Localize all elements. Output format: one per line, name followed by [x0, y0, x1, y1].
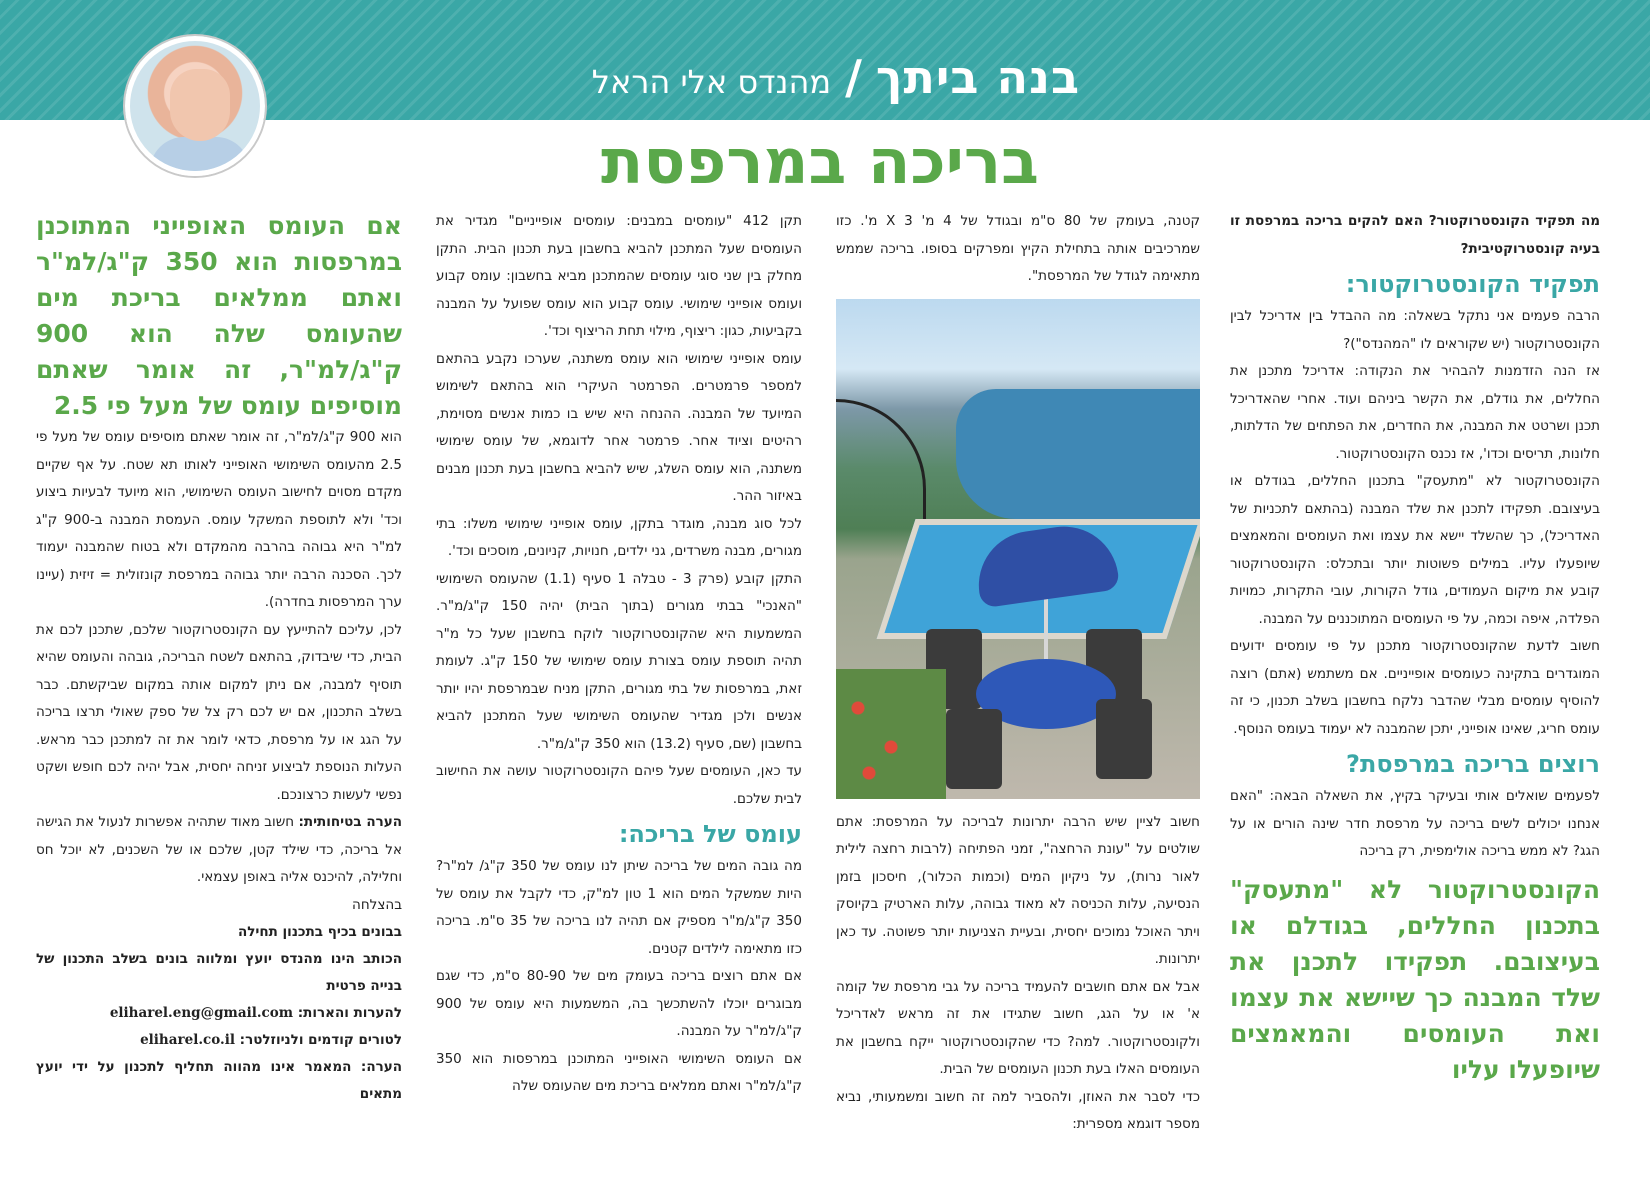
- footer-author-bio: הכותב הינו מהנדס יועץ ומלווה בונים בשלב התכנון של בנייה פרטית: [36, 951, 402, 994]
- column-4: [36, 208, 402, 1108]
- author-shirt: [150, 137, 250, 171]
- article-headline: בריכה במרפסת: [601, 125, 1039, 198]
- title-separator: /: [845, 50, 862, 104]
- safety-note-label: הערה בטיחותית:: [298, 814, 402, 830]
- series-name: בנה ביתך: [875, 50, 1080, 104]
- paragraph: התקן קובע (פרק 3 - טבלה 1 סעיף (1.1) שהעומס השימושי "האנכי" בבתי מגורים (בתוך הבית) יהיה 150 ק"ג/מ"ר. המשמעות היא שהקונסטרוקטור לוקח בחשבון שעל כל מ"ר תהיה תוספת עומס בצורת עומס שימושי של 150 ק"ג. לעומת זאת, במרפסות של בתי מגורים, התקן מניח שבמרפסת יהיו יותר אנשים ולכן מגדיר שהעומס השימושי שעל המתכנן להביא בחשבון (שם, סעיף (13.2) הוא 350 ק"ג/מ"ר.: [436, 570, 803, 752]
- column-2: [836, 208, 1200, 1139]
- photo-lake: [956, 389, 1200, 519]
- paragraph: הוא 900 ק"ג/למ"ר, זה אומר שאתם מוסיפים עומס של מעל פי 2.5 מהעומס השימושי האופייני לאותו תא שטח. על אף שקיים מקדם מסוים לחישוב העומס השימושי, הוא מיועד לבעיות ביצוע וכד' ולא לתוספת המשקל עומס. העמסת המבנה ב-900 ק"ג למ"ר היא גבוהה בהרבה מהמקדם ולא בטוח שהמבנה יעמוד לכך. הסכנה הרבה יותר גבוהה במרפסת קונזולית = זיזית (עיינו ערך המרפסות בחדרה).: [36, 429, 402, 610]
- photo-chair: [1096, 699, 1152, 779]
- pull-quote: הקונסטרוקטור לא "מתעסק" בתכנון החללים, בגודלם או בעיצובם. תפקידו לתכנן את שלד המבנה כך שיישא את עצמו ואת העומסים והמאמצים שיופעלו עליו: [1230, 874, 1600, 1084]
- intro-question: מה תפקיד הקונסטרוקטור? האם להקים בריכה במרפסת זו בעיה קונסטרוקטיבית?: [1230, 213, 1600, 257]
- author-byline: מהנדס אלי הראל: [591, 63, 832, 101]
- website-link[interactable]: eliharel.co.il: [140, 1032, 235, 1048]
- footer-slogan: בבונים בכיף בתכנון תחילה: [237, 924, 402, 940]
- paragraph: מה גובה המים של בריכה שיתן לנו עומס של 350 ק"ג/ למ"ר? היות שמשקל המים הוא 1 טון למ"ק, כדי לקבל את עומס של 350 ק"ג/מ"ר מספיק אם תהיה לנו בריכה של 35 ס"מ. בריכה כזו מתאימה לילדים קטנים.: [436, 858, 802, 957]
- paragraph: אם אתם רוצים בריכה בעומק מים של 80-90 ס"מ, כדי שגם מבוגרים יוכלו להשתכשך בה, המשמעות היא עומס של 900 ק"ג/למ"ר על המבנה.: [436, 968, 802, 1039]
- paragraph: לכן, עליכם להתייעץ עם הקונסטרוקטור שלכם, שתכנן לכם את הבית, כדי שיבדוק, בהתאם לשטח הבריכה, גובהה והעומס שהיא תוסיף למבנה, אם ניתן למקום אותה במקום שביקשתם. כבר בשלב התכנון, אם יש לכם רק צל של ספק שאולי תרצו בריכה על הגג או על מרפסת, כדאי לומר את זה למתכנן כבר מראש. העלות הנוספת לביצוע זניחה יחסית, אבל יהיה לכם חופש ושקט נפשי לעשות כרצונכם.: [36, 621, 402, 803]
- subhead-pool-load: עומס של בריכה:: [618, 820, 802, 848]
- paragraph: חשוב לדעת שהקונסטרוקטור מתכנן על פי עומסים ידועים המוגדרים בתקינה כעומסים אופייניים. אם משתמש (אתם) רוצה להוסיף עומסים מבלי שהדבר נלקח בחשבון בשלב תכנון, כי זה עומס חריג, שאינו אופייני, יתכן שהמבנה לא יעמוד בעומס הנוסף.: [1230, 638, 1600, 737]
- sign-off: בהצלחה: [352, 896, 402, 913]
- contact-label: להערות והארות:: [297, 1005, 402, 1021]
- paragraph: אם העומס השימושי האופייני המתוכנן במרפסות הוא 350 ק"ג/למ"ר ואתם ממלאים בריכת מים שהעומס שלה: [436, 1050, 802, 1094]
- footer-disclaimer: הערה: המאמר אינו מהווה תחליף לתכנון על ידי יועץ מתאים: [36, 1059, 402, 1102]
- safety-note: [36, 809, 402, 892]
- paragraph: תקן 412 "עומסים במבנים: עומסים אופייניים" מגדיר את העומסים שעל המתכנן להביא בחשבון בעת תכנון הבית. התקן מחלק בין שני סוגי עומסים שהמתכנן מביא בחשבון: עומס קבוע ועומס אופייני שימושי. עומס קבוע הוא עומס שפועל על המבנה בקביעות, כגון: ריצוף, מילוי תחת הריצוף וכד'.: [436, 213, 802, 339]
- paragraph: הרבה פעמים אני נתקל בשאלה: מה ההבדל בין אדריכל לבין הקונסטרוקטור (יש שקוראים לו "המהנדס")?: [1230, 308, 1600, 352]
- email-link[interactable]: eliharel.eng@gmail.com: [109, 1005, 294, 1021]
- paragraph: לכל סוג מבנה, מוגדר בתקן, עומס אופייני שימושי משלו: בתי מגורים, מבנה משרדים, גני ילדים, חנויות, קניונים, מוסכים וכד'.: [436, 515, 802, 559]
- paragraph: קטנה, בעומק של 80 ס"מ ובגודל של 4 מ' X 3 מ'. כזו שמרכיבים אותה בתחילת הקיץ ומפרקים בסופו. בריכה שממש מתאימה לגודל של המרפסת".: [836, 213, 1201, 284]
- paragraph: חשוב לציין שיש הרבה יתרונות לבריכה על המרפסת: אתם שולטים על "עונת הרחצה", זמני הפתיחה (לרבות רחצה לילית לאור נרות), על ניקיון המים (וכמות הכלור), חיסכון בזמן הנסיעה, עלות הכניסה לא מאוד גבוהה, עלות הארטיק בקיוסק ויתר האוכל נמוכים יחסית, ובעיית הצניעות יותר פשוטה. עד כאן יתרונות.: [836, 813, 1200, 967]
- subhead-want-pool: רוצים בריכה במרפסת?: [1346, 750, 1600, 778]
- paragraph: כדי לסבר את האוזן, ולהסביר למה זה חשוב ומשמעותי, נביא מספר דוגמא מספרית:: [836, 1088, 1200, 1132]
- website-label: לטורים קודמים ולניוזלטר:: [239, 1032, 402, 1048]
- column-1: [1230, 208, 1600, 1088]
- subhead-constructor-role: תפקיד הקונסטרוקטור:: [1345, 270, 1600, 298]
- series-title: [520, 50, 1080, 114]
- photo-chair: [946, 709, 1002, 789]
- paragraph: עומס אופייני שימושי הוא עומס משתנה, שערכו נקבע בהתאם למספר פרמטרים. הפרמטר העיקרי הוא בהתאם לשימוש המיועד של המבנה. ההנחה היא שיש בו כמות אנשים מסוימת, רהיטים וציוד אחר. פרמטר אחר לדוגמא, של עומס שימושי משתנה, הוא עומס השלג, שיש להביא בחשבון בעת תכנון מבנים באיזור ההר.: [436, 350, 802, 504]
- paragraph: אז הנה הזדמנות להבהיר את הנקודה: אדריכל מתכנן את החללים, את גודלם, את הקשר ביניהם ועוד. אחרי שהאדריכל תכנן ושרטט את המבנה, את החדרים, את הפתחים של הדלתות, חלונות, תריסים וכדו', אז נכנס הקונסטרוקטור.: [1230, 363, 1600, 462]
- balcony-pool-photo: [836, 299, 1200, 799]
- author-photo: [125, 36, 265, 176]
- paragraph: הקונסטרוקטור לא "מתעסק" בתכנון החללים, בגודלם או בעיצובם. תפקידו לתכנן את שלד המבנה (בהתאם לתכניות של האדריכל), כך שהשלד יישא את עצמו ואת העומסים והמאמצים שיופעלו עליו. במילים פשוטות יותר ובתכלס: הקונסטרוקטור קובע את מיקום העמודים, גודל הקורות, עובי התקרות, כמויות הפלדה, איפה וכמה, על פי העומסים המתוכננים על המבנה.: [1230, 473, 1600, 627]
- author-face: [170, 69, 230, 141]
- safety-note-text: חשוב מאוד שתהיה אפשרות לנעול את הגישה אל בריכה, כדי שילד קטן, שלכם או של השכנים, לא יוכל חס וחלילה, להיכנס אליה באופן עצמאי.: [36, 814, 402, 885]
- paragraph: אבל אם אתם חושבים להעמיד בריכה על גבי מרפסת של קומה א' או על הגג, חשוב שתגידו את זה מראש לאדריכל ולקונסטרוקטור. למה? כדי שהקונסטרוקטור ייקח בחשבון את העומסים האלו בעת תכנון העומסים של הבית.: [836, 978, 1200, 1077]
- footer-contact: [36, 1000, 402, 1027]
- paragraph: לפעמים שואלים אותי ובעיקר בקיץ, את השאלה הבאה: "האם אנחנו יכולים לשים בריכה על מרפסת חדר שינה הורים או על הגג? לא ממש בריכה אולימפית, רק בריכה: [1230, 788, 1600, 859]
- footer-website: [36, 1027, 402, 1054]
- column-3: [436, 208, 802, 1101]
- photo-flowers: [836, 669, 946, 799]
- paragraph: עד כאן, העומסים שעל פיהם הקונסטרוקטור עושה את החישוב לבית שלכם.: [436, 763, 802, 807]
- pull-quote: אם העומס האופייני המתוכנן במרפסות הוא 350 ק"ג/למ"ר ואתם ממלאים בריכת מים שהעומס שלה הוא 900 ק"ג/למ"ר, זה אומר שאתם מוסיפים עומס של מעל פי 2.5: [36, 211, 402, 420]
